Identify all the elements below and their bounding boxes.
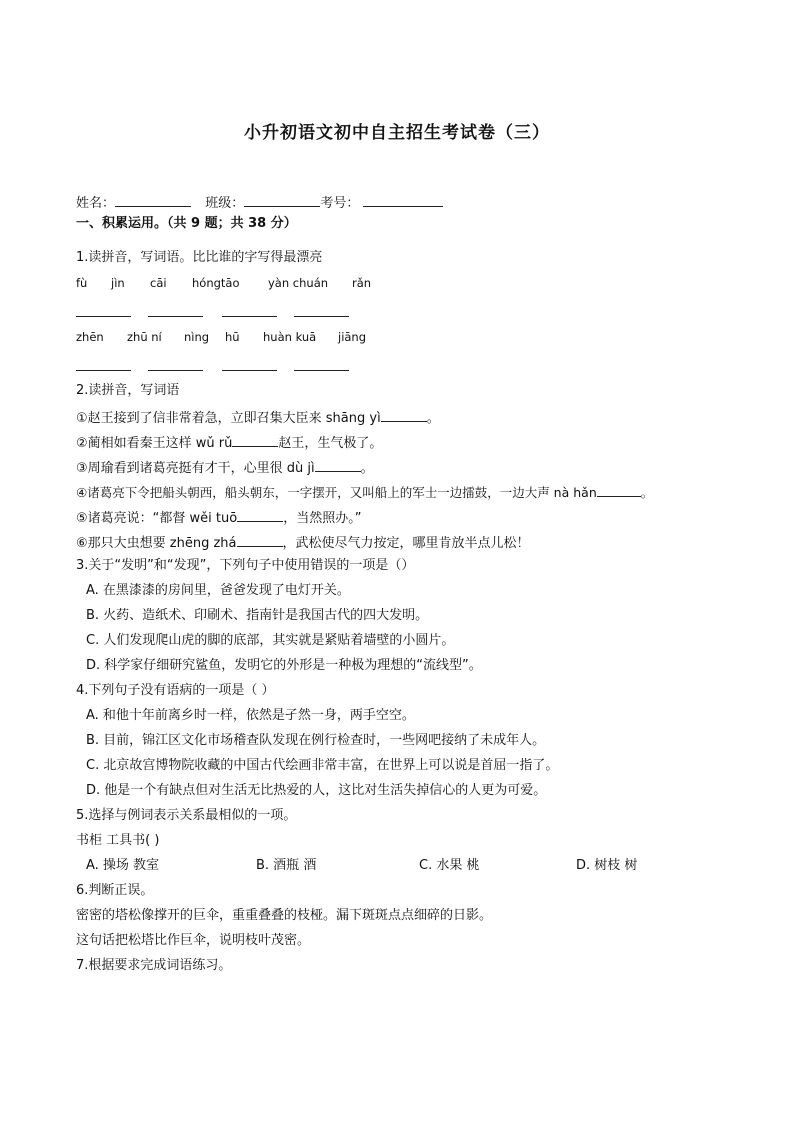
q2-item bbox=[76, 533, 530, 552]
q2-item-tail: ，武松使尽气力按定，哪里肯放半点儿松！ bbox=[282, 536, 530, 551]
q2-item bbox=[76, 483, 653, 501]
q3-stem: 3.关于“发明”和“发现”，下列句子中使用错误的一项是（） bbox=[76, 558, 415, 573]
q3-option-b[interactable]: B. 火药、造纸术、印刷术、指南针是我国古代的四大发明。 bbox=[86, 608, 429, 623]
q1-answer-line[interactable] bbox=[148, 370, 203, 371]
q5-option-b[interactable]: B. 酒瓶 酒 bbox=[256, 858, 317, 873]
q1-pinyin: nìng bbox=[184, 330, 210, 344]
q1-answer-line[interactable] bbox=[76, 370, 131, 371]
q6-stem: 6.判断正误。 bbox=[76, 883, 154, 898]
q1-pinyin: zhū ní bbox=[127, 330, 162, 344]
q5-option-a[interactable]: A. 操场 教室 bbox=[86, 858, 160, 873]
q4-option-b[interactable]: B. 目前，锦江区文化市场稽查队发现在例行检查时，一些网吧接纳了未成年人。 bbox=[86, 733, 546, 748]
q6-statement: 这句话把松塔比作巨伞，说明枝叶茂密。 bbox=[76, 933, 311, 948]
q2-answer-blank[interactable] bbox=[597, 483, 641, 497]
q2-item-tail: ，当然照办。” bbox=[283, 511, 362, 526]
q2-item-tail: 。 bbox=[360, 461, 374, 476]
q1-answer-line[interactable] bbox=[222, 316, 277, 317]
class-label: 班级： bbox=[205, 196, 245, 211]
class-field[interactable] bbox=[244, 193, 320, 207]
q1-pinyin: cāi bbox=[150, 276, 167, 290]
q2-item-tail: 。 bbox=[640, 485, 654, 500]
q2-item-tail: 赵王，生气极了。 bbox=[278, 436, 383, 451]
q1-pinyin: jìn bbox=[111, 276, 125, 290]
q1-answer-line[interactable] bbox=[76, 316, 131, 317]
q2-answer-blank[interactable] bbox=[315, 458, 361, 472]
q1-pinyin: jiāng bbox=[338, 330, 367, 344]
q2-item bbox=[76, 458, 374, 477]
q2-stem: 2.读拼音，写词语 bbox=[76, 383, 180, 398]
q1-pinyin: rǎn bbox=[352, 276, 372, 290]
q2-item-text: ⑤诸葛亮说：“都督 wěi tuō bbox=[76, 511, 238, 526]
q1-stem: 1.读拼音，写词语。比比谁的字写得最漂亮 bbox=[76, 250, 323, 265]
q2-item-text: ⑥那只大虫想要 zhēng zhá bbox=[76, 536, 237, 551]
q1-answer-line[interactable] bbox=[222, 370, 277, 371]
q2-item bbox=[76, 433, 382, 452]
q1-pinyin: fù bbox=[76, 276, 88, 290]
q2-item-text: ④诸葛亮下令把船头朝西，船头朝东，一字摆开，又叫船上的军士一边擂鼓，一边大声 nà hǎn bbox=[76, 485, 597, 500]
q2-item-tail: 。 bbox=[426, 411, 440, 426]
name-label: 姓名： bbox=[76, 196, 116, 211]
q1-pinyin: hóngtāo bbox=[192, 276, 240, 290]
q1-pinyin: yàn chuán bbox=[268, 276, 329, 290]
q2-item-text: ①赵王接到了信非常着急，立即召集大臣来 shāng yì bbox=[76, 411, 381, 426]
q2-item bbox=[76, 508, 361, 527]
q4-option-d[interactable]: D. 他是一个有缺点但对生活无比热爱的人，这比对生活失掉信心的人更为可爱。 bbox=[86, 783, 547, 798]
q5-example: 书柜 工具书( ) bbox=[76, 833, 160, 848]
q4-option-a[interactable]: A. 和他十年前离乡时一样，依然是孑然一身，两手空空。 bbox=[86, 708, 415, 723]
q2-answer-blank[interactable] bbox=[232, 433, 278, 447]
q5-stem: 5.选择与例词表示关系最相似的一项。 bbox=[76, 808, 297, 823]
section-heading: 一、积累运用。（共 9 题；共 38 分） bbox=[76, 216, 297, 231]
page-title: 小升初语文初中自主招生考试卷（三） bbox=[244, 123, 550, 143]
student-info-row bbox=[76, 193, 443, 212]
q1-answer-line[interactable] bbox=[148, 316, 203, 317]
q2-item-text: ③周瑜看到诸葛亮挺有才干，心里很 dù jì bbox=[76, 461, 315, 476]
exam-no-field[interactable] bbox=[363, 193, 443, 207]
q6-passage: 密密的塔松像撑开的巨伞，重重叠叠的枝桠。漏下斑斑点点细碎的日影。 bbox=[76, 908, 493, 923]
q5-option-c[interactable]: C. 水果 桃 bbox=[419, 858, 480, 873]
q5-option-d[interactable]: D. 树枝 树 bbox=[576, 858, 638, 873]
q2-item bbox=[76, 408, 440, 427]
exam-no-label: 考号： bbox=[320, 196, 360, 211]
name-field[interactable] bbox=[115, 193, 191, 207]
q1-answer-line[interactable] bbox=[294, 316, 349, 317]
q3-option-d[interactable]: D. 科学家仔细研究鲨鱼，发明它的外形是一种极为理想的“流线型”。 bbox=[86, 658, 482, 673]
q3-option-a[interactable]: A. 在黑漆漆的房间里，爸爸发现了电灯开关。 bbox=[86, 583, 350, 598]
q3-option-c[interactable]: C. 人们发现爬山虎的脚的底部，其实就是紧贴着墙壁的小圆片。 bbox=[86, 633, 455, 648]
q1-pinyin: zhēn bbox=[76, 330, 104, 344]
q2-answer-blank[interactable] bbox=[381, 408, 427, 422]
q1-pinyin: huàn kuā bbox=[263, 330, 317, 344]
q1-answer-line[interactable] bbox=[294, 370, 349, 371]
q2-item-text: ②蔺相如看秦王这样 wǔ rǔ bbox=[76, 436, 233, 451]
q1-pinyin: hū bbox=[225, 330, 240, 344]
q2-answer-blank[interactable] bbox=[237, 508, 283, 522]
q2-answer-blank[interactable] bbox=[237, 533, 283, 547]
q4-stem: 4.下列句子没有语病的一项是（ ） bbox=[76, 683, 275, 698]
q7-stem: 7.根据要求完成词语练习。 bbox=[76, 958, 232, 973]
q4-option-c[interactable]: C. 北京故宫博物院收藏的中国古代绘画非常丰富，在世界上可以说是首屈一指了。 bbox=[86, 758, 559, 773]
